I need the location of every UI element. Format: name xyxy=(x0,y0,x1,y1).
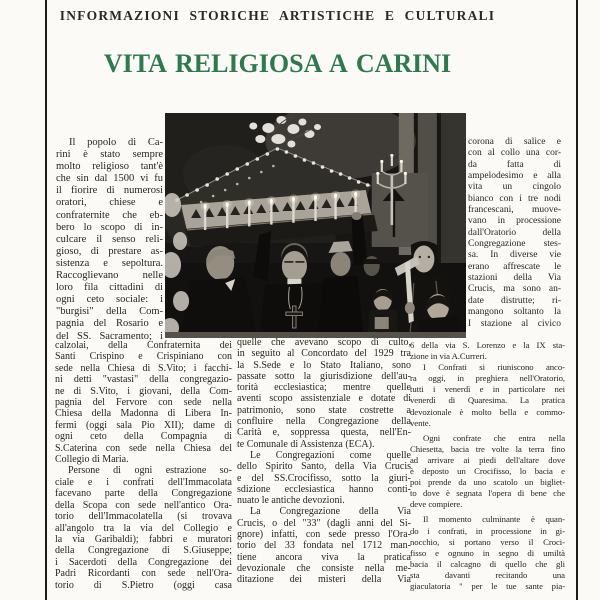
column-middle xyxy=(237,337,411,586)
text-line: I Confrati si riuniscono anco- xyxy=(423,362,565,373)
text-line: quelle che avevano scopo di culto, xyxy=(237,337,411,348)
text-line: nocchio, si portano verso il Croci- xyxy=(410,536,565,547)
text-line: calzolai, della Confraternita dei xyxy=(55,340,232,351)
text-line: bacia il calcagno di quello che gli xyxy=(410,558,565,569)
text-line: erano affrescate le xyxy=(468,261,561,272)
text-line: sa. In diverse vie xyxy=(468,250,561,261)
text-line: Raccoglievano nelle xyxy=(56,270,163,282)
text-line: francescani, muove- xyxy=(468,205,561,216)
text-line: ditazione dei misteri della Via xyxy=(237,574,411,586)
text-line: nuato le antiche devozioni. xyxy=(237,495,345,507)
text-line: dello Spirito Santo, della Via Crucis xyxy=(237,461,411,473)
text-line: ni detti "vastasi" della congregazio- xyxy=(55,374,232,386)
text-line: che sin dal 1500 vi fu xyxy=(56,173,163,185)
text-line: fermi (oggi sala Pio XII); dame di xyxy=(55,419,232,431)
text-line: sdizione ecclesiastica hanno conti- xyxy=(237,483,411,495)
text-line: Crucis, o del "33" (dagli anni del Si- xyxy=(237,517,411,529)
text-line: Congregazione stes- xyxy=(468,239,561,250)
text-line: ne di S.Vito, i giovani, della Com- xyxy=(55,385,232,397)
column-left-below-photo xyxy=(55,340,232,591)
text-line: ad arrivare ai piedi dell'altare dove xyxy=(410,454,565,465)
text-line: S.Caterina con sede nella Chiesa del xyxy=(55,442,232,454)
text-line: passate sotto la giurisdizione dell'au- xyxy=(237,370,411,382)
text-line: ogni ceto sociale: i xyxy=(56,294,163,306)
text-line: devozionale che consiste nella me- xyxy=(237,562,411,574)
text-line: ampelodesimo e alla xyxy=(468,171,561,182)
text-line: sede nella Chiesa di S.Vito; i facchi- xyxy=(55,362,232,374)
text-line: confraternite che eb- xyxy=(56,209,163,221)
text-line: da fatta di xyxy=(468,159,561,170)
text-line: vita un cingolo xyxy=(468,182,561,193)
text-line: fisso e ognuno in segno di umiltà xyxy=(410,547,565,558)
text-line: bero lo scopo di in- xyxy=(56,221,163,233)
text-line: Le Congregazioni come quelle xyxy=(250,449,411,461)
text-line: deve compiere. xyxy=(410,499,463,510)
text-line: Chiesa della Madonna di Libera In- xyxy=(55,408,232,420)
text-line: rini è stato sempre xyxy=(56,149,163,161)
text-line: I stazione al civico xyxy=(468,318,561,329)
text-line: te Comunale di Assistenza (ECA). xyxy=(237,438,375,450)
text-line: facevano parte della Congregazione xyxy=(55,488,232,500)
text-line: torio di S.Pietro (oggi casa xyxy=(55,579,232,591)
page-title: VITA RELIGIOSA A CARINI xyxy=(103,49,452,78)
text-line: mangono soltanto la xyxy=(468,307,561,318)
text-line: Collegio di Maria. xyxy=(55,454,129,466)
text-line: la via Garibaldi); fabbri e muratori xyxy=(55,533,232,545)
text-line: vano in processione xyxy=(468,216,561,227)
text-line: il fiorire di numerosi xyxy=(56,185,163,197)
text-line: ciale e i confrati dell'Immacolata xyxy=(55,476,232,488)
text-line: del SS. Sacramento; i xyxy=(56,330,163,342)
text-line: stazioni della Via xyxy=(468,273,561,284)
section-header: INFORMAZIONI STORICHE ARTISTICHE E CULTURALI xyxy=(59,8,496,23)
text-line: ogni ceto della Compagnia di xyxy=(55,431,232,443)
text-line: Carità e, soppressa questa, nell'En- xyxy=(237,427,411,439)
column-right-beside-photo xyxy=(468,137,561,330)
text-line: venerdì di Quaresima. La pratica xyxy=(410,395,565,406)
text-line: tiene ancora viva la pratica xyxy=(237,551,411,563)
text-line: torità ecclesiastica; mentre quelle xyxy=(237,382,411,394)
procession-photo xyxy=(165,113,466,338)
text-line: Chiesetta, bacia tre volte la terra fino xyxy=(410,443,565,454)
text-line: corona di salice e xyxy=(468,137,561,147)
text-line: torio del 33 fondata nel 1712 man- xyxy=(237,540,411,552)
text-line: Padri Ricordanti con sede nell'Ora- xyxy=(55,568,232,580)
text-line: Ogni confrate che entra nella xyxy=(423,432,565,443)
text-line: oratori, chiese e xyxy=(56,197,163,209)
text-line: "burgisi" della Com- xyxy=(56,306,163,318)
column-right-below-photo xyxy=(410,340,565,592)
text-line: gioso, di prestare as- xyxy=(56,245,163,257)
text-line: bianco con i tre nodi xyxy=(468,193,561,204)
text-line: confluire nella Congregazione della xyxy=(237,416,411,428)
text-line: loro fila cittadini di xyxy=(56,282,163,294)
text-line: con al collo una cor- xyxy=(468,148,561,159)
page-border-left xyxy=(45,0,47,600)
text-line: Persone di ogni estrazione so- xyxy=(68,465,232,477)
text-line: Il momento culminante è quan- xyxy=(423,514,565,525)
text-line: e del SS.Crocifisso, sotto la giuri- xyxy=(237,472,411,484)
text-line: culcare il senso reli- xyxy=(56,233,163,245)
text-line: è deposto un Crocifisso, lo bacia e xyxy=(410,466,565,477)
text-line: della Congregazione di S.Giuseppe; xyxy=(55,545,232,557)
text-line: aventi scopo assistenziale e dotate di xyxy=(237,393,411,405)
text-line: patrimonio, sono state costrette a xyxy=(237,404,411,416)
text-line: pagnia del Fervore con sede nella xyxy=(55,397,232,409)
page-border-right xyxy=(576,0,578,600)
text-line: poi prende da uno scatolo un bigliet- xyxy=(410,477,565,488)
text-line: all'angolo tra la via del Collegio e xyxy=(55,522,232,534)
text-line: tutti i venerdì e in particolare nei xyxy=(410,384,565,395)
text-line: sta davanti recitando una xyxy=(410,569,565,580)
text-line: vente. xyxy=(410,417,431,428)
text-line: Santi Crispino e Crispiniano con xyxy=(55,351,232,363)
text-line: della Scopa con sede nell'antico Ora- xyxy=(55,499,232,511)
text-line: to dove è segnata l'opera di bene che xyxy=(410,488,565,499)
text-line: la S.Sede e lo Stato Italiano, sono xyxy=(237,359,411,371)
text-line: gnore) infatti, con sede presso l'Ora- xyxy=(237,529,411,541)
text-line: dall'Oratorio della xyxy=(468,227,561,238)
text-line: Crucis, ma sono an- xyxy=(468,284,561,295)
text-line: 6 della via S. Lorenzo e la IX sta- xyxy=(410,340,565,350)
text-line: La Congregazione della Via xyxy=(250,506,411,518)
text-line: Il popolo di Ca- xyxy=(69,137,163,148)
text-line: zione in via A.Curreri. xyxy=(410,351,487,362)
text-line: devozionale è molto bella e commo- xyxy=(410,406,565,417)
text-line: in seguito al Concordato del 1929 tra xyxy=(237,348,411,360)
text-line: pagnia del Rosario e xyxy=(56,318,163,330)
text-line: giaculatoria " per le tue sante pia- xyxy=(410,580,565,591)
text-line: sistenza e sepoltura. xyxy=(56,257,163,269)
text-line: do i confrati, in processione in gi- xyxy=(410,525,565,536)
text-line: molto religioso tant'è xyxy=(56,161,163,173)
text-line: i Sacerdoti della Congregazione dei xyxy=(55,556,232,568)
text-line: torio dell'Immacolatella (si trovava xyxy=(55,511,232,523)
text-line: date distrutte; ri- xyxy=(468,295,561,306)
text-line: ra oggi, in preghiera nell'Oratorio, xyxy=(410,373,565,384)
column-left-beside-photo xyxy=(56,137,163,343)
